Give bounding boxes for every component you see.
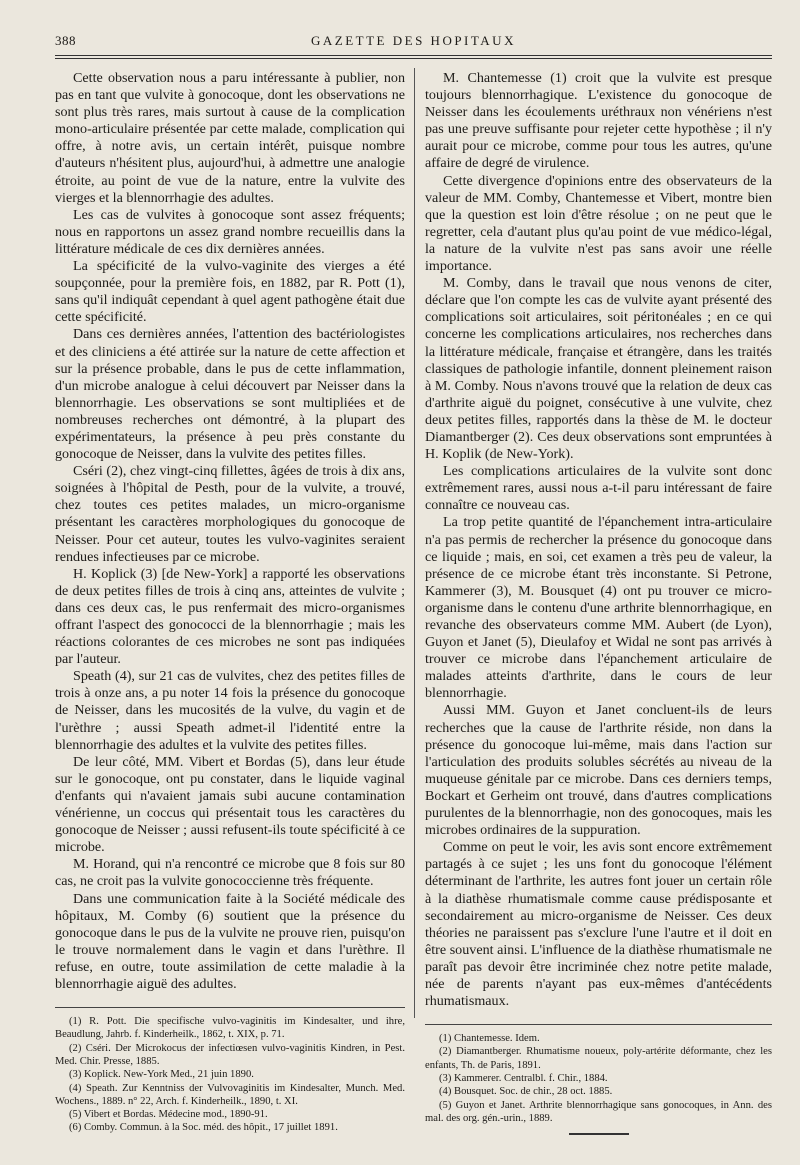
footnote: (1) R. Pott. Die specifische vulvo-vaginitis im Kindesalter, und ihre, Beaudlung, Jahrb. f. Kinderheilk., 1862, t. XIX, p. 71. bbox=[55, 1016, 405, 1041]
footnotes-rule bbox=[55, 1007, 405, 1008]
paragraph: Aussi MM. Guyon et Janet concluent-ils de leurs recherches que la cause de l'arthrite réside, non dans la présence du gonocoque lui-même, mais dans l'action sur l'articulation des produits solubles sécrétés au niveau de la muqueuse génitale par ce microbe. Dans ces derniers temps, Bockart et Gerheim ont trouvé, dans d'autres complications purulentes de la blennorrhagie, non des gonocoques, mais les microbes ordinaires de la suppuration. bbox=[425, 702, 772, 839]
header-rule-secondary bbox=[55, 58, 772, 59]
paragraph: M. Horand, qui n'a rencontré ce microbe que 8 fois sur 80 cas, ne croit pas la vulvite gonococcienne très fréquente. bbox=[55, 856, 405, 890]
footnote: (4) Speath. Zur Kenntniss der Vulvovaginitis im Kindesalter, Munch. Med. Wochens., 1889. n° 22, Arch. f. Kinderheilk., 1890, t. XI. bbox=[55, 1082, 405, 1107]
footnote: (6) Comby. Commun. à la Soc. méd. des hôpit., 17 juillet 1891. bbox=[69, 1122, 338, 1134]
paragraph: La trop petite quantité de l'épanchement intra-articulaire n'a pas permis de rechercher la présence du gonocoque dans ce liquide ; mais, en soi, cet examen a très peu de valeur, la présence de ce microbe étant très inconstante. Si Petrone, Kammerer (3), M. Bousquet (4) ont pu trouver ce micro-organisme dans le contenu d'une arthrite blennorrhagique, en revanche des observateurs comme MM. Aubert (de Lyon), Guyon et Janet (5), Dieulafoy et Widal ne sont pas arrivés à trouver ce microbe dans l'épanchement articulaire de malades atteints d'arthrite, dans le cours de leur blennorrhagie. bbox=[425, 514, 772, 702]
footnote: (1) Chantemesse. Idem. bbox=[439, 1033, 540, 1045]
footnote: (2) Cséri. Der Microkocus der infectiœsen vulvo-vaginitis Kindren, in Pest. Med. Chir. Presse, 1885. bbox=[55, 1042, 405, 1067]
right-column bbox=[425, 70, 772, 1135]
page-number: 388 bbox=[55, 33, 76, 48]
paragraph: Speath (4), sur 21 cas de vulvites, chez des petites filles de trois à onze ans, a pu noter 14 fois la présence du gonocoque de Neisser, dans les mucosités de la vulve, du vagin et de l'urèthre ; aussi Speath admet-il l'identité entre la blennorrhagie des adultes et la vulvite des petites filles. bbox=[55, 668, 405, 753]
paragraph: H. Koplick (3) [de New-York] a rapporté les observations de deux petites filles de trois à cinq ans, atteintes de vulvite ; dans ces deux cas, le pus renfermait des micro-organismes offrant l'aspect des gonococci de la blennorrhagie ; mais les réactions colorantes de ces microbes ne sont pas indiquées par l'auteur. bbox=[55, 565, 405, 668]
footnote: (3) Koplick. New-York Med., 21 juin 1890. bbox=[69, 1069, 254, 1081]
paragraph: Dans une communication faite à la Société médicale des hôpitaux, M. Comby (6) soutient que la présence du gonocoque dans le pus de la vulvite ne prouve rien, puisqu'on le trouve normalement dans le vagin et dans l'urèthre. Il refuse, en outre, toute assimilation de cette maladie à la blennorrhagie aiguë des adultes. bbox=[55, 890, 405, 992]
header-rule bbox=[55, 55, 772, 56]
paragraph: La spécificité de la vulvo-vaginite des vierges a été soupçonnée, pour la première fois, en 1882, par R. Pott (1), sans qu'il indiquât cependant à quel agent pathogène était due cette spécificité. bbox=[55, 258, 405, 326]
paragraph: Les complications articulaires de la vulvite sont donc extrêmement rares, aussi nous a-t-il paru intéressant de faire connaître ce nouveau cas. bbox=[425, 463, 772, 514]
paragraph: Les cas de vulvites à gonocoque sont assez fréquents; nous en rapportons un assez grand nombre recueillis dans la littérature médicale de ces dix dernières années. bbox=[55, 206, 405, 257]
right-body bbox=[425, 70, 772, 1010]
paragraph: Cette observation nous a paru intéressante à publier, non pas en tant que vulvite à gonocoque, dont les observations ne sont plus très rares, mais surtout à cause de la complication mono-articulaire présentée par cette malade, complication qui offre, à notre avis, un certain intérêt, puisque nombre d'auteurs n'hésitent plus, aujourd'hui, à admettre une analogie étroite, au point de vue de la nature, entre la vulvite des vierges et la blennorrhagie des adultes. bbox=[55, 70, 405, 206]
footnote: (2) Diamantberger. Rhumatisme noueux, poly-artérite déformante, chez les enfants, Th. de Paris, 1891. bbox=[425, 1046, 772, 1071]
paragraph: Dans ces dernières années, l'attention des bactériologistes et des cliniciens a été attirée sur la nature de cette affection et sur la présence probable, dans le pus de cette inflammation, d'un microbe analogue à celui découvert par Neisser dans la blennorrhagie. Les observations se sont multipliées et de nombreuses recherches ont démontré, à la plupart des expérimentateurs, la présence à peu près constante du gonocoque de Neisser, dans la vulvite des petites filles. bbox=[55, 326, 405, 463]
paragraph: M. Chantemesse (1) croit que la vulvite est presque toujours blennorrhagique. L'existence du gonocoque de Neisser dans les écoulements uréthraux non vénériens n'est pas une preuve suffisante pour rejeter cette hypothèse ; il n'y aurait pour ce microbe, comme pour tous les autres, qu'une affaire de degré de virulence. bbox=[425, 70, 772, 172]
column-divider bbox=[414, 68, 415, 1018]
footnote: (4) Bousquet. Soc. de chir., 28 oct. 1885. bbox=[439, 1086, 613, 1098]
footnote: (5) Vibert et Bordas. Médecine mod., 1890-91. bbox=[69, 1109, 268, 1121]
running-title: GAZETTE DES HOPITAUX bbox=[311, 33, 516, 48]
footnotes-rule bbox=[425, 1024, 772, 1025]
footnote: (5) Guyon et Janet. Arthrite blennorrhagique sans gonocoques, in Ann. des mal. des org. gén.-urin., 1889. bbox=[425, 1099, 772, 1124]
paragraph: De leur côté, MM. Vibert et Bordas (5), dans leur étude sur le gonocoque, ont pu constater, dans le liquide vaginal d'enfants qui n'avaient jamais subi aucune contamination vénérienne, un coccus qui présentait tous les caractères du gonocoque de Neisser ; aussi refusent-ils toute spécificité à ce microbe. bbox=[55, 753, 405, 856]
footnote: (3) Kammerer. Centralbl. f. Chir., 1884. bbox=[439, 1073, 608, 1085]
left-column bbox=[55, 70, 405, 1135]
right-footnotes bbox=[425, 1032, 772, 1125]
paragraph: M. Comby, dans le travail que nous venons de citer, déclare que l'on compte les cas de vulvite ayant présenté des complications soit articulaires, soit péritonéales ; en ce qui concerne les complications articulaires, nos recherches dans la littérature médicale, française et étrangère, dans les traités classiques de pathologie infantile, donnent pleinement raison à M. Comby. Nous n'avons trouvé que la relation de deux cas d'arthrite aiguë du poignet, consécutive à une vulvite, chez deux petites filles, rapportés dans la thèse de M. le docteur Diamantberger (2). Ces deux observations sont empruntées à H. Koplik (de New-York). bbox=[425, 275, 772, 463]
paragraph: Cséri (2), chez vingt-cinq fillettes, âgées de trois à dix ans, soignées à l'hôpital de Pesth, pour de la vulvite, a trouvé, chez toutes ces petites malades, un micro-organisme présentant les caractères morphologiques du gonocoque de Neisser. Pour cet auteur, toutes les vulvo-vaginites seraient rendues infectieuses par ce microbe. bbox=[55, 463, 405, 565]
left-body bbox=[55, 70, 405, 993]
page-header bbox=[55, 30, 772, 52]
left-footnotes bbox=[55, 1015, 405, 1135]
paragraph: Cette divergence d'opinions entre des observateurs de la valeur de MM. Comby, Chantemesse et Vibert, montre bien que la question est loin d'être résolue ; on ne peut que le regretter, cela d'autant plus qu'au point de vue médico-légal, la nature de la vulvite n'est pas sans avoir une réelle importance. bbox=[425, 172, 772, 275]
paragraph: Comme on peut le voir, les avis sont encore extrêmement partagés à ce sujet ; les uns font du gonocoque l'élément déterminant de l'arthrite, les autres font jouer un certain rôle à la diathèse rhumatismale comme cause prédisposante et secondairement au micro-organisme de Neisser. Ces deux théories ne paraissent pas s'exclure l'une l'autre et il doit en être souvent ainsi. L'influence de la diathèse rhumatismale ne paraît pas devoir être incriminée chez notre petite malade, née de parents n'ayant pas eux-mêmes d'antécédents rhumatismaux. bbox=[425, 839, 772, 1010]
end-ornament bbox=[569, 1133, 629, 1135]
